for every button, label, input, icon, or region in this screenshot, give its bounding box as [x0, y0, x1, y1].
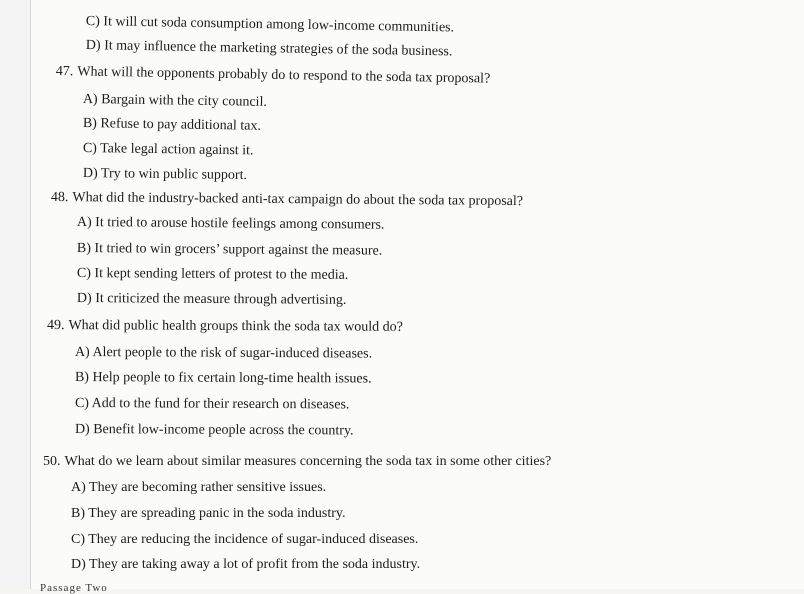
- q48-option-b: B) It tried to win grocers’ support against the measure.: [76, 241, 383, 259]
- viewer-side-bar: [0, 0, 31, 589]
- q49-option-d: D) Benefit low-income people across the country.: [74, 422, 354, 439]
- q50-option-b: B) They are spreading panic in the soda industry.: [71, 506, 346, 521]
- question-number: 49.: [46, 318, 65, 334]
- question-number: 50.: [43, 454, 61, 469]
- q49-option-c: C) Add to the fund for their research on diseases.: [74, 396, 350, 413]
- q47-option-b: B) Refuse to pay additional tax.: [82, 116, 262, 134]
- question-text: What will the opponents probably do to respond to the soda tax proposal?: [77, 64, 491, 87]
- question-number: 48.: [50, 190, 69, 206]
- q50-option-a: A) They are becoming rather sensitive issues.: [71, 480, 327, 495]
- question-48: [51, 190, 523, 210]
- question-50: [43, 454, 551, 470]
- q50-option-d: D) They are taking away a lot of profit from the soda industry.: [71, 557, 421, 572]
- question-text: What did the industry-backed anti-tax campaign do about the soda tax proposal?: [72, 190, 524, 210]
- q48-option-a: A) It tried to arouse hostile feelings among consumers.: [76, 215, 385, 233]
- question-number: 47.: [55, 64, 74, 80]
- q46-option-d: D) It may influence the marketing strategies of the soda business.: [85, 38, 453, 60]
- q49-option-b: B) Help people to fix certain long-time health issues.: [74, 370, 372, 387]
- q50-option-c: C) They are reducing the incidence of sugar-induced diseases.: [71, 532, 419, 547]
- cut-off-section-heading: Passage Two: [40, 582, 108, 594]
- q47-option-a: A) Bargain with the city council.: [82, 92, 268, 110]
- q47-option-c: C) Take legal action against it.: [82, 141, 254, 159]
- question-text: What do we learn about similar measures concerning the soda tax in some other cities?: [64, 454, 552, 469]
- question-49: [47, 318, 403, 336]
- q48-option-d: D) It criticized the measure through advertising.: [76, 291, 347, 308]
- question-text: What did public health groups think the soda tax would do?: [68, 318, 403, 335]
- question-47: [56, 64, 491, 88]
- document-page: [31, 0, 804, 589]
- q47-option-d: D) Try to win public support.: [82, 166, 248, 184]
- q46-option-c: C) It will cut soda consumption among low-income communities.: [85, 14, 455, 36]
- q48-option-c: C) It kept sending letters of protest to the media.: [76, 266, 349, 283]
- q49-option-a: A) Alert people to the risk of sugar-induced diseases.: [74, 345, 373, 362]
